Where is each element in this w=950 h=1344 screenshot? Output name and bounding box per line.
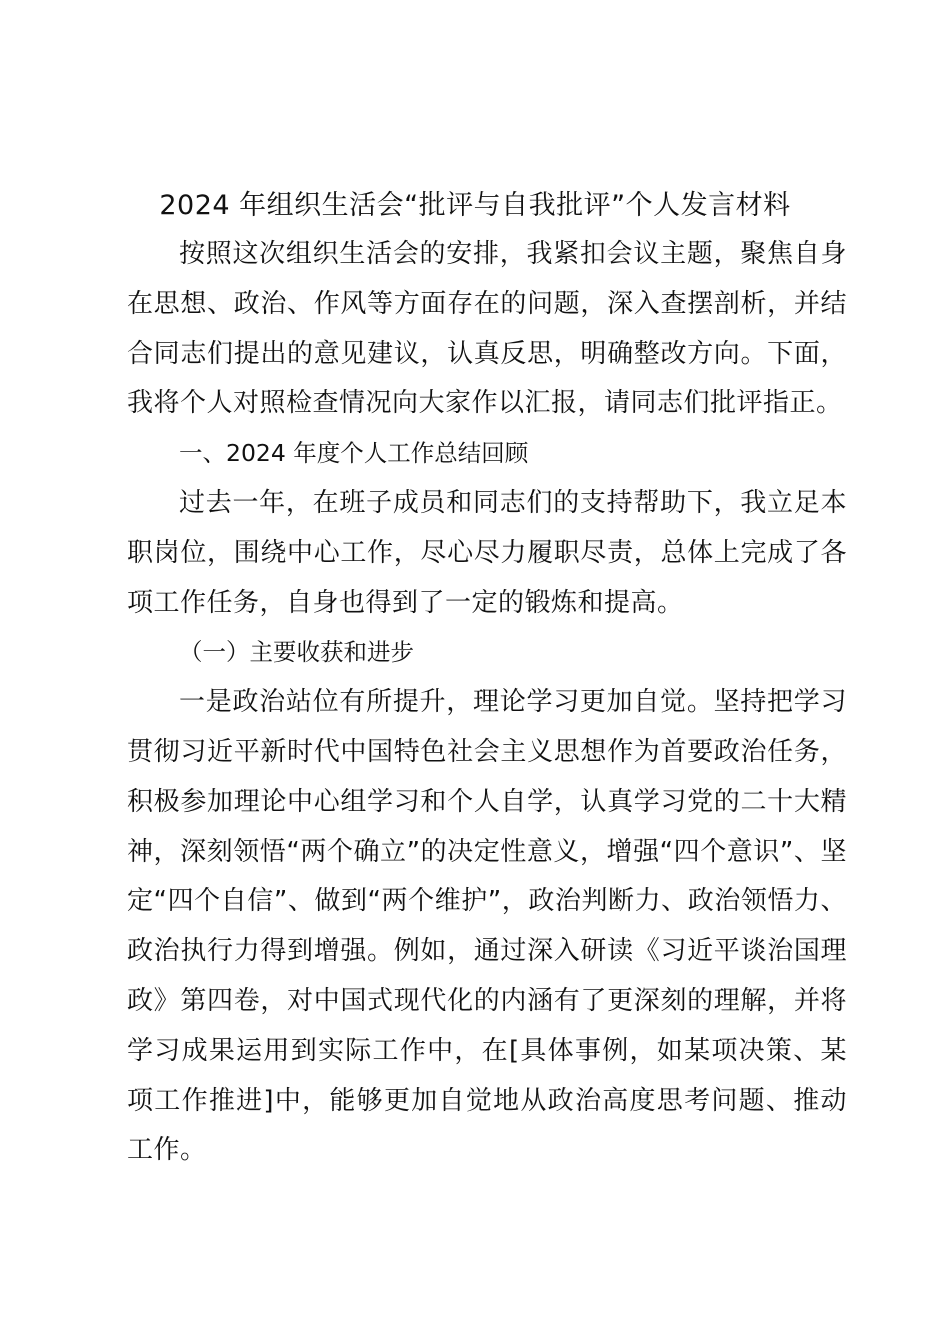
document-title: 2024 年组织生活会“批评与自我批评”个人发言材料 xyxy=(159,190,791,221)
progress-paragraph-1: 一是政治站位有所提升，理论学习更加自觉。坚持把学习贯彻习近平新时代中国特色社会主义思想作为首要政治任务，积极参加理论中心组学习和个人自学，认真学习党的二十大精神，深刻领悟“两个确立”的决定性意义，增强“四个意识”、坚定“四个自信”、做到“两个维护”，政治判断力、政治领悟力、政治执行力得到增强。例如，通过深入研读《习近平谈治国理政》第四卷，对中国式现代化的内涵有了更深刻的理解，并将学习成果运用到实际工作中，在[具体事例，如某项决策、某项工作推进]中，能够更加自觉地从政治高度思考问题、推动工作。 xyxy=(127,687,847,1166)
section-heading-1: 一、2024 年度个人工作总结回顾 xyxy=(179,439,529,468)
subsection-heading-1: （一）主要收获和进步 xyxy=(179,638,414,667)
document-body xyxy=(127,230,847,1176)
review-paragraph: 过去一年，在班子成员和同志们的支持帮助下，我立足本职岗位，围绕中心工作，尽心尽力履职尽责，总体上完成了各项工作任务，自身也得到了一定的锻炼和提高。 xyxy=(127,487,847,618)
intro-paragraph: 按照这次组织生活会的安排，我紧扣会议主题，聚焦自身在思想、政治、作风等方面存在的问题，深入查摆剖析，并结合同志们提出的意见建议，认真反思，明确整改方向。下面，我将个人对照检查情况向大家作以汇报，请同志们批评指正。 xyxy=(127,239,847,419)
